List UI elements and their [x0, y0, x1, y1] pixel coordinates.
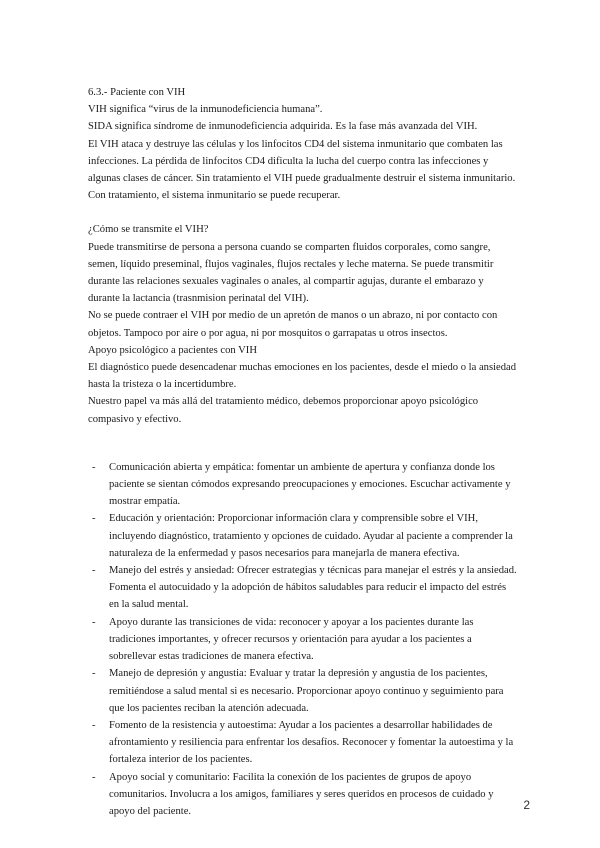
transmission-question: ¿Cómo se transmite el VIH? [88, 224, 209, 236]
support-heading: Apoyo psicológico a pacientes con VIH [88, 344, 257, 356]
bullet-dash: - [92, 616, 96, 628]
list-item [88, 717, 518, 769]
list-item [88, 562, 518, 614]
list-item [88, 510, 518, 562]
spacer [88, 428, 518, 445]
page-number: 2 [523, 798, 530, 812]
support-paragraph-role: Nuestro papel va más allá del tratamiento médico, debemos proporcionar apoyo psicológico compasivo y efectivo. [88, 396, 479, 425]
list-item [88, 614, 518, 666]
bullet-dash: - [92, 513, 96, 525]
list-item-text: Fomento de la resistencia y autoestima: Ayudar a los pacientes a desarrollar habilidades de afrontamiento y resiliencia para enfrentar los desafíos. Reconocer y fomentar la autoestima y la fortaleza interior de los pacientes. [109, 719, 514, 766]
spacer [88, 445, 518, 459]
bullet-dash: - [92, 565, 96, 577]
intro-sida-definition: SIDA significa síndrome de inmunodeficiencia adquirida. Es la fase más avanzada del VIH. [88, 121, 478, 133]
list-item-text: Comunicación abierta y empática: fomentar un ambiente de apertura y confianza donde los paciente se sientan cómodos expresando preocupaciones y emociones. Escuchar activamente y mostrar empatía. [109, 461, 511, 508]
support-bullet-list [88, 459, 518, 820]
list-item [88, 459, 518, 511]
list-item [88, 665, 518, 717]
intro-vih-definition: VIH significa “virus de la inmunodeficiencia humana”. [88, 104, 323, 116]
spacer [88, 204, 518, 221]
page-content [88, 84, 518, 820]
list-item-text: Educación y orientación: Proporcionar información clara y comprensible sobre el VIH, incluyendo diagnóstico, tratamiento y opciones de cuidado. Ayudar al paciente a comprender la naturaleza de la enfermedad y pasos necesarios para manejarla de manera efectiva. [109, 513, 513, 559]
list-item-text: Manejo de depresión y angustia: Evaluar y tratar la depresión y angustia de los pacientes, remitiéndose a salud mental si es necesario. Proporcionar apoyo continuo y seguimiento para que los pacientes reciban la atención adecuada. [109, 668, 504, 714]
bullet-dash: - [92, 461, 96, 473]
bullet-dash: - [92, 771, 96, 783]
transmission-paragraph: Puede transmitirse de persona a persona cuando se comparten fluidos corporales, como sangre, semen, líquido preseminal, flujos vaginales, flujos rectales y leche materna. Se puede transmitir durante las relaciones sexuales vaginales o anales, al compartir agujas, durante el embarazo y durante la lactancia (trasnmision perinatal del VIH). [88, 241, 494, 305]
non-transmission-paragraph: No se puede contraer el VIH por medio de un apretón de manos o un abrazo, ni por contacto con objetos. Tampoco por aire o por agua, ni por mosquitos o garrapatas u otros insectos. [88, 310, 498, 339]
intro-vih-effects: El VIH ataca y destruye las células y los linfocitos CD4 del sistema inmunitario que combaten las infecciones. La pérdida de linfocitos CD4 dificulta la lucha del cuerpo contra las infecciones y algunas clases de cáncer. Sin tratamiento el VIH puede gradualmente destruir el sistema inmunitario. Con tratamiento, el sistema inmunitario se puede recuperar. [88, 138, 516, 202]
support-paragraph-diagnosis: El diagnóstico puede desencadenar muchas emociones en los pacientes, desde el miedo o la ansiedad hasta la tristeza o la incertidumbre. [88, 362, 517, 391]
section-heading: 6.3.- Paciente con VIH [88, 87, 186, 98]
list-item [88, 769, 518, 821]
list-item-text: Apoyo social y comunitario: Facilita la conexión de los pacientes de grupos de apoyo comunitarios. Involucra a los amigos, familiares y seres queridos en procesos de cuidado y apoyo del paciente. [109, 771, 494, 817]
list-item-text: Apoyo durante las transiciones de vida: reconocer y apoyar a los pacientes durante las tradiciones importantes, y ofrecer recursos y orientación para ayudar a los pacientes a sobrellevar estas tradiciones de manera efectiva. [109, 616, 474, 663]
bullet-dash: - [92, 719, 96, 731]
bullet-dash: - [92, 668, 96, 680]
list-item-text: Manejo del estrés y ansiedad: Ofrecer estrategias y técnicas para manejar el estrés y la ansiedad. Fomenta el autocuidado y la adopción de hábitos saludables para reducir el impacto del estrés en la salud mental. [109, 565, 517, 611]
